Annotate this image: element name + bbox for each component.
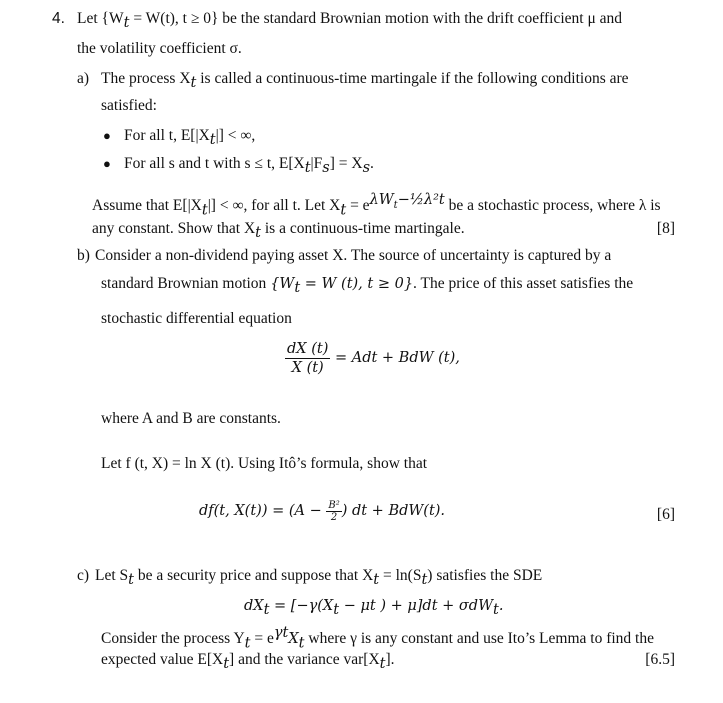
part-a-line2: satisfied: (101, 97, 157, 114)
question-intro-line2: the volatility coefficient σ. (77, 40, 242, 57)
part-b-line3: stochastic differential equation (101, 310, 292, 327)
part-b-label: b) (77, 247, 90, 264)
part-c-line1: Let $S_t$ be a security price and suppose that $X_t = \ln(S_t)$ satisfies the SDE (95, 567, 543, 589)
part-c-line4: expected value $E[X_t]$ and the variance $var[X_t]$. (101, 651, 395, 673)
part-b-ito-equation: df(t, X(t)) = (A − $\frac{\text{B²}}{2}$ ) dt + BdW(t). (199, 500, 446, 523)
part-b-where: where A and B are constants. (101, 410, 281, 427)
part-b-let-f: Let f (t, X) = ln X (t). Using Itô’s formula, show that (101, 455, 428, 472)
part-a-show: any constant. Show that $X_t$ is a continuous-time martingale. (92, 220, 465, 242)
part-a-bullet2: For all s and t with s ≤ t, $E[X_t|F_s] = X_s$. (124, 155, 374, 177)
part-c-marks: [6.5] (645, 651, 675, 668)
question-number: 4. (52, 10, 65, 27)
question-intro-line1: Let {$W_t = W(t)$, t ≥ 0} be the standard Brownian motion with the drift coefficient μ and (77, 10, 623, 32)
part-b-sde-equation: $\frac{dX (t)}{X (t)}$ = Adt + BdW (t), (287, 341, 460, 376)
part-b-line1: Consider a non-dividend paying asset X. The source of uncertainty is captured by a (95, 247, 612, 264)
bullet-icon: ● (103, 156, 111, 171)
bullet-icon: ● (103, 128, 111, 143)
part-a-line1: The process $X_t$ is called a continuous-time martingale if the following conditions are (101, 70, 629, 92)
part-c-sde: $dX_t = [-\gamma(X_t - \mu t$ ) + μ]dt + σdW$_t$. (244, 598, 504, 619)
part-a-bullet1: For all t, $E[|X_t|]$ < ∞, (124, 127, 256, 149)
part-c-line3: Consider the process $Y_t = e^{\gamma t}X_t$ where γ is any constant and use Ito’s Lemma to find the (101, 625, 654, 652)
part-c-label: c) (77, 567, 90, 584)
part-b-marks: [6] (656, 506, 675, 523)
part-a-assume: Assume that $E[|X_t|]$ < ∞, for all t. Let $X_t = e^{\lambda W_t-\frac{1}{2}\lambda^2t}$ be a stochastic process, where λ is (92, 192, 661, 219)
part-a-marks: [8] (656, 220, 675, 237)
part-a-label: a) (77, 70, 90, 87)
part-b-line2: standard Brownian motion {$W_t = W$ (t), t ≥ 0}. The price of this asset satisfies the (101, 275, 634, 297)
